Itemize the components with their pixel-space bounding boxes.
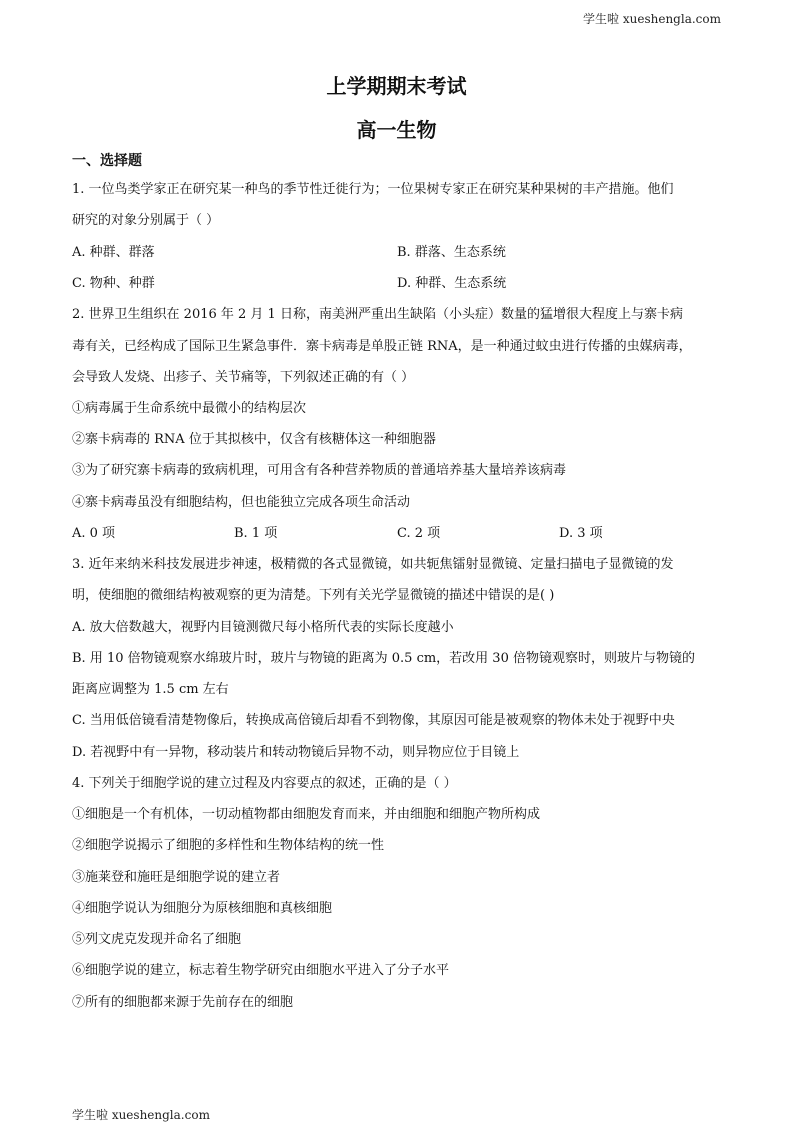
- q1-option-c: C. 物种、种群: [72, 276, 155, 291]
- q3-option-a: A. 放大倍数越大，视野内目镜测微尺每小格所代表的实际长度越小: [72, 620, 454, 635]
- q1-option-a: A. 种群、群落: [72, 245, 155, 260]
- q2-option-a: A. 0 项: [72, 526, 116, 541]
- q2-stem-line3: 会导致人发烧、出疹子、关节痛等，下列叙述正确的有（ ）: [72, 370, 415, 385]
- q4-statement-5: ⑤列文虎克发现并命名了细胞: [72, 932, 242, 947]
- q1-options-row2: [72, 274, 722, 294]
- q2-statement-1: ①病毒属于生命系统中最微小的结构层次: [72, 401, 307, 416]
- q3-option-d: D. 若视野中有一异物，移动装片和转动物镜后异物不动，则异物应位于目镜上: [72, 745, 520, 760]
- q1-option-b: B. 群落、生态系统: [397, 245, 506, 260]
- q3-stem-line1: 3. 近年来纳米科技发展进步神速，极精微的各式显微镜，如共轭焦镭射显微镜、定量扫描电子显微镜的发: [72, 557, 674, 572]
- q1-stem-line1: 1. 一位鸟类学家正在研究某一种鸟的季节性迁徙行为；一位果树专家正在研究某种果树的丰产措施。他们: [72, 182, 674, 197]
- q4-stem: 4. 下列关于细胞学说的建立过程及内容要点的叙述，正确的是（ ）: [72, 776, 457, 791]
- q3-option-c: C. 当用低倍镜看清楚物像后，转换成高倍镜后却看不到物像，其原因可能是被观察的物体未处于视野中央: [72, 713, 675, 728]
- q2-statement-2: ②寨卡病毒的 RNA 位于其拟核中，仅含有核糖体这一种细胞器: [72, 432, 436, 447]
- q4-statement-6: ⑥细胞学说的建立，标志着生物学研究由细胞水平进入了分子水平: [72, 963, 450, 978]
- q2-option-b: B. 1 项: [234, 526, 278, 541]
- q2-statement-3: ③为了研究寨卡病毒的致病机理，可用含有各种营养物质的普通培养基大量培养该病毒: [72, 463, 567, 478]
- q4-statement-1: ①细胞是一个有机体，一切动植物都由细胞发育而来，并由细胞和细胞产物所构成: [72, 807, 541, 822]
- q2-stem-line2: 毒有关，已经构成了国际卫生紧急事件．寨卡病毒是单股正链 RNA，是一种通过蚊虫进行传播的虫媒病毒，: [72, 339, 692, 354]
- header-watermark: 学生啦 xueshengla.com: [583, 12, 721, 26]
- q2-statement-4: ④寨卡病毒虽没有细胞结构，但也能独立完成各项生命活动: [72, 495, 411, 510]
- q2-options-row: [72, 524, 722, 544]
- section-heading: 一、选择题: [72, 153, 142, 169]
- q4-statement-3: ③施莱登和施旺是细胞学说的建立者: [72, 870, 281, 885]
- q3-option-b-line2: 距离应调整为 1.5 cm 左右: [72, 682, 229, 697]
- q1-option-d: D. 种群、生态系统: [397, 276, 507, 291]
- q4-statement-4: ④细胞学说认为细胞分为原核细胞和真核细胞: [72, 901, 333, 916]
- q3-stem-line2: 明，使细胞的微细结构被观察的更为清楚。下列有关光学显微镜的描述中错误的是( ): [72, 588, 555, 603]
- q2-option-d: D. 3 项: [559, 526, 603, 541]
- footer-watermark: 学生啦 xueshengla.com: [72, 1108, 210, 1122]
- q2-stem-line1: 2. 世界卫生组织在 2016 年 2 月 1 日称，南美洲严重出生缺陷（小头症）数量的猛增很大程度上与寨卡病: [72, 307, 683, 322]
- page-title: 上学期期末考试: [326, 74, 467, 98]
- q1-stem-line2: 研究的对象分别属于（ ）: [72, 213, 220, 228]
- q4-statement-7: ⑦所有的细胞都来源于先前存在的细胞: [72, 995, 294, 1010]
- q1-options-row1: [72, 243, 722, 263]
- q2-option-c: C. 2 项: [397, 526, 441, 541]
- q4-statement-2: ②细胞学说揭示了细胞的多样性和生物体结构的统一性: [72, 838, 385, 853]
- q3-option-b-line1: B. 用 10 倍物镜观察水绵玻片时，玻片与物镜的距离为 0.5 cm，若改用 30 倍物镜观察时，则玻片与物镜的: [72, 651, 695, 666]
- page-subtitle: 高一生物: [356, 118, 437, 142]
